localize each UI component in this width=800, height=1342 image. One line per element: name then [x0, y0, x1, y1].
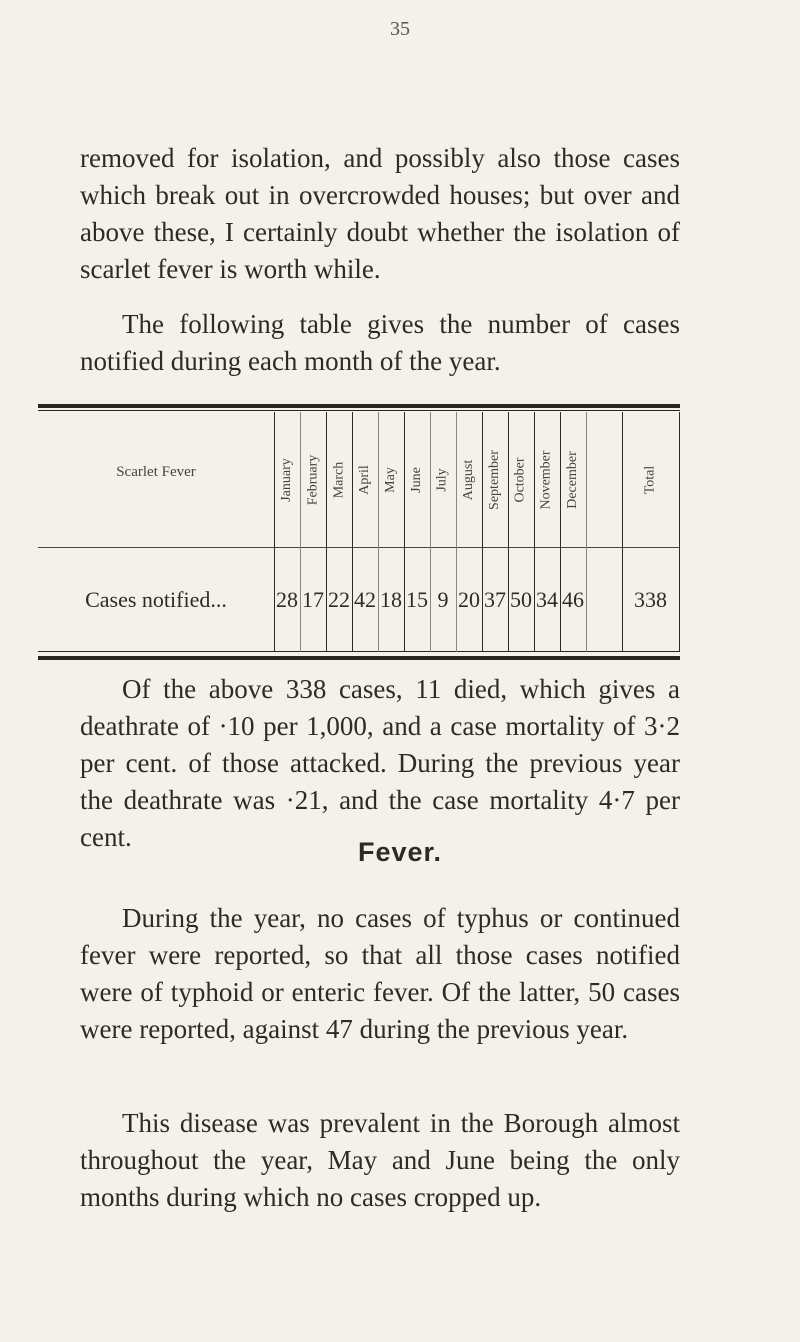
table-cell-january: 28	[276, 587, 298, 612]
table-cell-may: 18	[380, 587, 402, 612]
column-header-may: May	[382, 466, 398, 493]
column-header-april: April	[357, 464, 372, 495]
table-cell-march: 22	[328, 587, 350, 612]
table-bottom-rule	[38, 656, 680, 660]
column-header-november: November	[539, 449, 554, 510]
table-divider	[679, 412, 680, 652]
table-row-header: Scarlet Fever	[116, 464, 196, 480]
table-cell-april: 42	[354, 587, 376, 612]
table-cell-february: 17	[302, 587, 324, 612]
table-top-rule-thin	[38, 410, 680, 411]
paragraph-prevalence: This disease was prevalent in the Borough almost throughout the year, May and June being the only months during which no cases cropped up.	[80, 1108, 680, 1212]
column-header-october: October	[513, 456, 528, 503]
table-cell-june: 15	[406, 587, 428, 612]
scarlet-fever-table	[38, 404, 680, 662]
table-cell-october: 50	[510, 587, 532, 612]
table-cell-total: 338	[634, 587, 667, 612]
table-cell-december: 46	[562, 587, 584, 612]
table-cell-september: 37	[484, 587, 506, 612]
column-header-september: September	[487, 449, 502, 510]
page-number: 35	[390, 18, 410, 40]
section-heading-fever: Fever.	[357, 837, 443, 867]
paragraph-deathrate: Of the above 338 cases, 11 died, which gives a deathrate of ·10 per 1,000, and a case mortality of 3·2 per cent. of those attacked. During the previous year the deathrate was ·21, and the case mortality 4·7 per cent.	[80, 674, 680, 852]
paragraph-typhoid: During the year, no cases of typhus or continued fever were reported, so that all those cases notified were of typhoid or enteric fever. Of the latter, 50 cases were reported, against 47 during the previous year.	[80, 903, 680, 1044]
table-top-rule	[38, 404, 680, 408]
paragraph-table-intro: The following table gives the number of cases notified during each month of the year.	[80, 309, 680, 376]
column-header-february: February	[305, 454, 321, 505]
table-cell-november: 34	[536, 587, 558, 612]
column-header-december: December	[565, 450, 580, 509]
table-cell-august: 20	[458, 587, 480, 612]
table-bottom-rule-thin	[38, 651, 680, 652]
column-header-january: January	[279, 457, 295, 502]
table-divider	[586, 412, 587, 652]
column-header-march: March	[331, 461, 347, 498]
column-header-total: Total	[642, 465, 658, 494]
table-row-label: Cases notified...	[85, 587, 227, 612]
column-header-july: July	[435, 467, 450, 492]
column-header-august: August	[461, 459, 477, 500]
paragraph-isolation: removed for isolation, and possibly also those cases which break out in overcrowded houses; but over and above these, I certainly doubt whether the isolation of scarlet fever is worth while.	[80, 143, 680, 284]
column-header-june: June	[408, 466, 424, 493]
table-header-rule	[38, 547, 680, 548]
table-cell-july: 9	[437, 587, 449, 612]
